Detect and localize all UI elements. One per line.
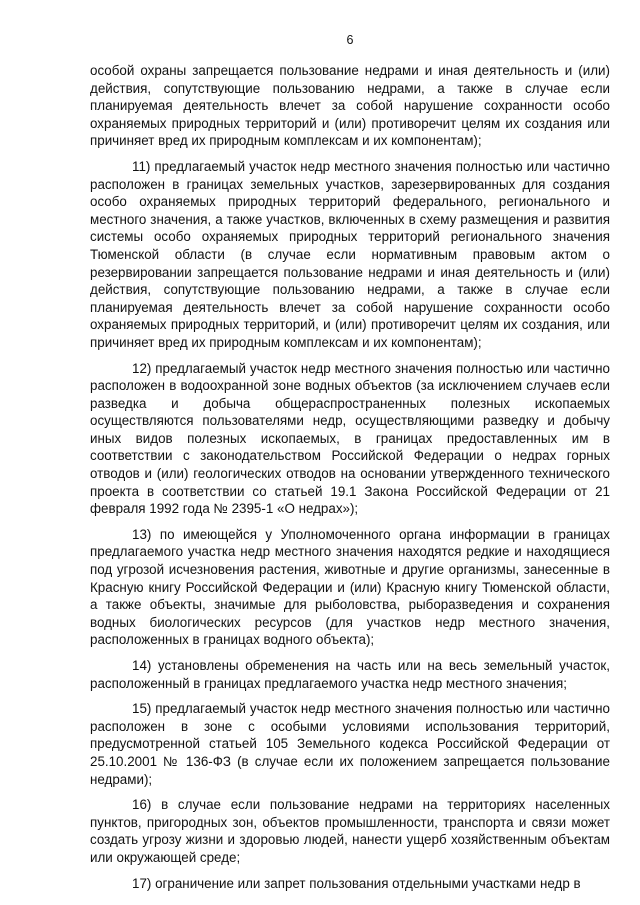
paragraph-item-16: 16) в случае если пользование недрами на территориях населенных пунктов, пригородных зон, объектов промышленности, транспорта и связи может создать угрозу жизни и здоровью людей, нанести ущерб хозяйственным объектам или окружающей среде; xyxy=(90,797,610,865)
paragraph-item-11: 11) предлагаемый участок недр местного значения полностью или частично расположен в границах земельных участков, зарезервированных для создания особо охраняемых природных территорий федерального, регионального и местного значения, а также участков, включенных в схему размещения и развития системы особо охраняемых природных территорий регионального значения Тюменской области (в случае если нормативным правовым актом о резервировании запрещается пользование недрами и иная деятельность и (или) действия, сопутствующие пользованию недрами, а также в случае если планируемая деятельность влечет за собой нарушение сохранности особо охраняемых природных территорий, и (или) противоречит целям их создания, или причиняет вред их природным комплексам и их компонентам); xyxy=(90,158,610,350)
paragraph-item-17: 17) ограничение или запрет пользования отдельными участками недр в xyxy=(132,875,581,891)
paragraph-item-12: 12) предлагаемый участок недр местного значения полностью или частично расположен в водоохранной зоне водных объектов (за исключением случаев если разведка и добыча общераспространенных полезных ископаемых осуществляются пользователями недр, осуществляющими разведку и добычу иных видов полезных ископаемых, в границах предоставленных им в соответствии с законодательством Российской Федерации о недрах горных отводов и (или) геологических отводов на основании утвержденного технического проекта в соответствии со статьей 19.1 Закона Российской Федерации от 21 февраля 1992 года № 2395-1 «О недрах»); xyxy=(90,360,610,517)
paragraph-item-13: 13) по имеющейся у Уполномоченного органа информации в границах предлагаемого участка недр местного значения находятся редкие и находящиеся под угрозой исчезновения растения, животные и другие организмы, занесенные в Красную книгу Российской Федерации и (или) Красную книгу Тюменской области, а также объекты, значимые для рыболовства, рыборазведения и сохранения водных биологических ресурсов (для участков недр местного значения, расположенных в границах водного объекта); xyxy=(90,526,610,648)
page-number: 6 xyxy=(346,33,354,47)
paragraph-item-15: 15) предлагаемый участок недр местного значения полностью или частично расположен в зоне с особыми условиями использования территорий, предусмотренной статьей 105 Земельного кодекса Российской Федерации от 25.10.2001 № 136-ФЗ (в случае если их положением запрещается пользование недрами); xyxy=(90,701,610,787)
paragraph-continuation: особой охраны запрещается пользование недрами и иная деятельность и (или) действия, сопутствующие пользованию недрами, а также в случае если планируемая деятельность влечет за собой нарушение сохранности особо охраняемых природных территорий и (или) противоречит целям их создания или причиняет вред их природным комплексам и их компонентам); xyxy=(90,63,610,149)
paragraph-item-14: 14) установлены обременения на часть или на весь земельный участок, расположенный в границах предлагаемого участка недр местного значения; xyxy=(90,658,610,691)
